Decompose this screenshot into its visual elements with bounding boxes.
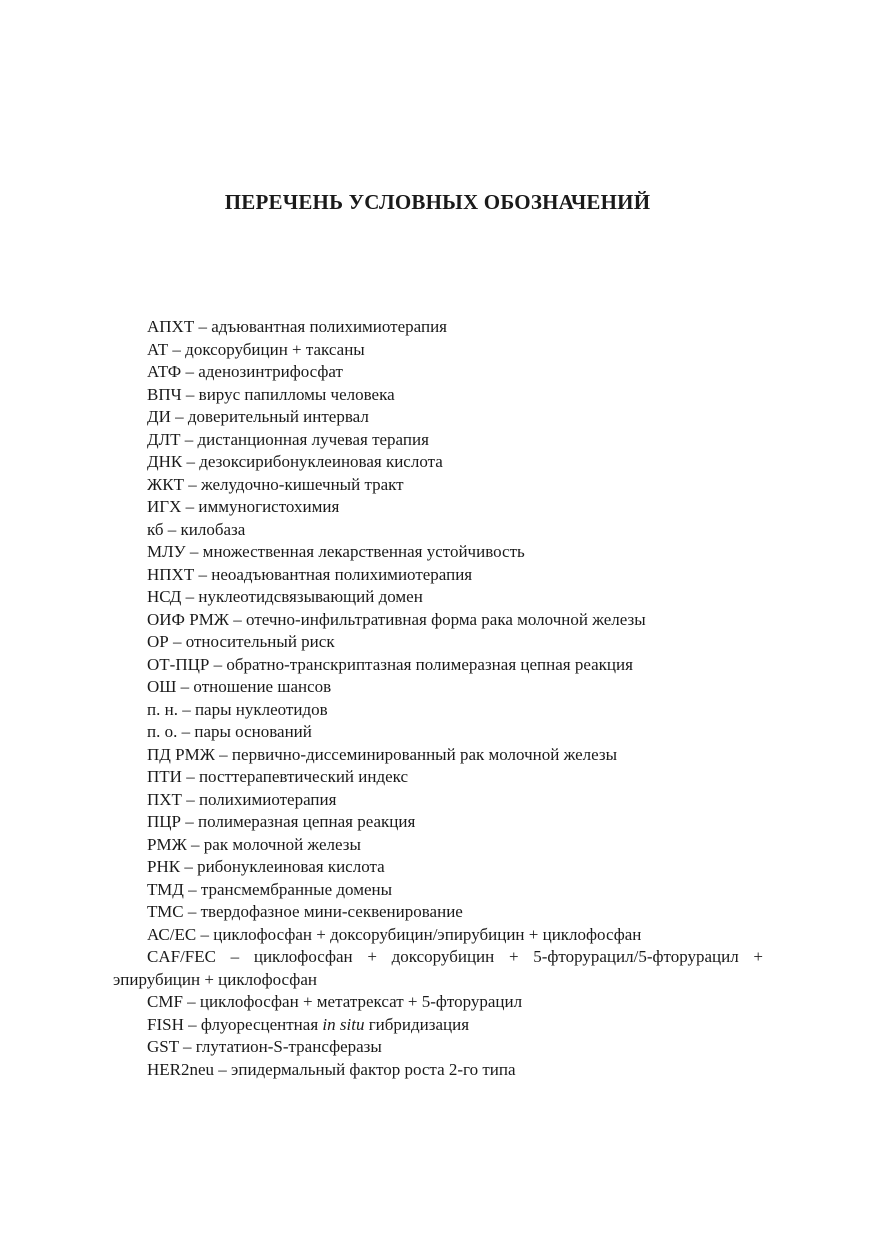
abbreviation-entry: HER2neu – эпидермальный фактор роста 2-го типа [147,1059,516,1079]
abbreviation-entry: ПТИ – посттерапевтический индекс [147,767,409,786]
abbreviation-entry: п. о. – пары оснований [147,722,312,741]
abbreviation-entry: ДНК – дезоксирибонуклеиновая кислота [147,452,443,471]
abbreviation-entry: АС/ЕС – циклофосфан + доксорубицин/эпирубицин + циклофосфан [147,924,642,944]
abbreviation-list [113,316,763,1081]
abbreviation-entry: АТ – доксорубицин + таксаны [147,339,365,359]
page-title: ПЕРЕЧЕНЬ УСЛОВНЫХ ОБОЗНАЧЕНИЙ [224,190,651,214]
abbreviation-entry: ОШ – отношение шансов [147,677,332,696]
abbreviation-entry: ПЦР – полимеразная цепная реакция [147,812,416,831]
abbreviation-entry: ТМД – трансмембранные домены [147,879,393,899]
abbreviation-entry: ПХТ – полихимиотерапия [147,789,337,809]
entry-text-italic: in situ [322,1014,365,1034]
abbreviation-entry: АПХТ – адъювантная полихимиотерапия [147,317,447,336]
abbreviation-entry: РМЖ – рак молочной железы [147,834,361,854]
abbreviation-entry: ЖКТ – желудочно-кишечный тракт [147,474,404,494]
abbreviation-entry: ПД РМЖ – первично-диссеминированный рак молочной железы [147,744,618,764]
abbreviation-entry: CMF – циклофосфан + метатрексат + 5-фторурацил [147,992,523,1011]
abbreviation-entry: CAF/FEC – циклофосфан + доксорубицин + 5-фторурацил/5-фторурацил + эпирубицин + циклофосфан [113,947,763,989]
abbreviation-entry: ВПЧ – вирус папилломы человека [147,384,395,404]
abbreviation-entry: АТФ – аденозинтрифосфат [147,362,343,381]
abbreviation-entry: ТМС – твердофазное мини-секвенирование [147,902,463,921]
entry-text-after: гибридизация [364,1014,470,1034]
abbreviation-entry: НПХТ – неоадъювантная полихимиотерапия [147,564,473,584]
abbreviation-entry: кб – килобаза [147,519,246,539]
abbreviation-entry: ОИФ РМЖ – отечно-инфильтративная форма рака молочной железы [147,609,646,629]
abbreviation-entry: ДЛТ – дистанционная лучевая терапия [147,429,429,449]
abbreviation-entry: ОТ-ПЦР – обратно-транскриптазная полимеразная цепная реакция [147,654,633,674]
abbreviation-entry: МЛУ – множественная лекарственная устойчивость [147,542,525,561]
abbreviation-entry: НСД – нуклеотидсвязывающий домен [147,587,423,606]
abbreviation-entry: РНК – рибонуклеиновая кислота [147,857,385,876]
abbreviation-entry: ОР – относительный риск [147,632,335,651]
entry-text-before: FISH – флуоресцентная [147,1014,323,1034]
abbreviation-entry: п. н. – пары нуклеотидов [147,699,328,719]
abbreviation-entry: ИГХ – иммуногистохимия [147,497,340,516]
abbreviation-entry: GST – глутатион-S-трансферазы [147,1037,382,1056]
abbreviation-entry: ДИ – доверительный интервал [147,407,369,426]
abbreviation-entry [113,1014,763,1037]
